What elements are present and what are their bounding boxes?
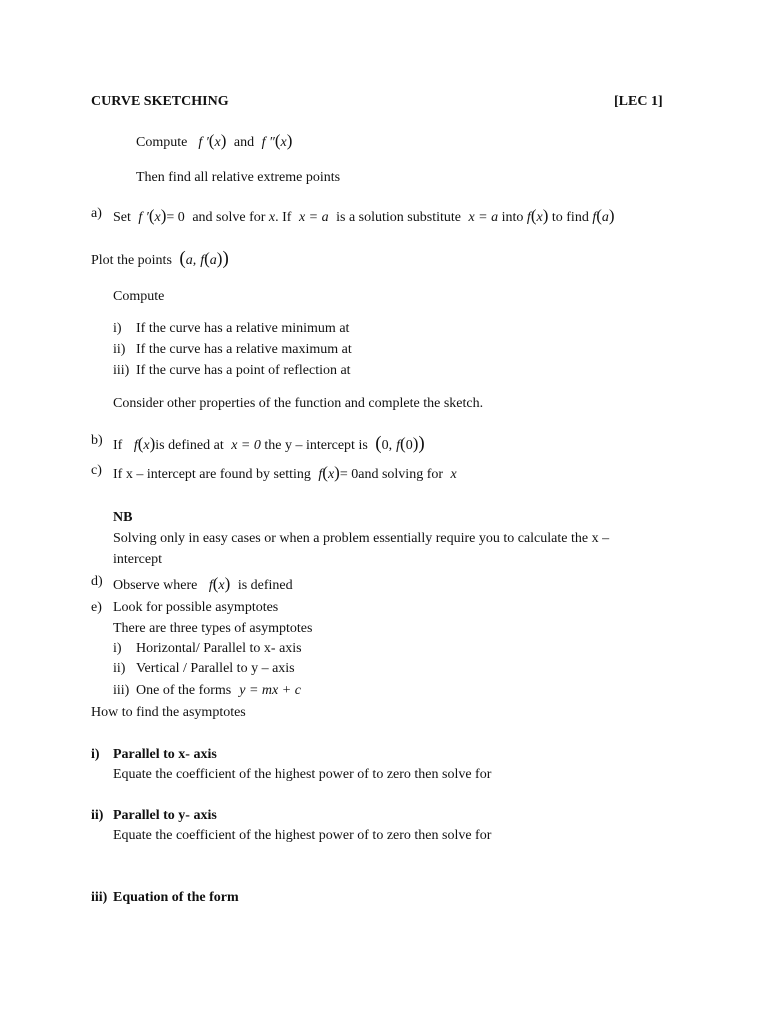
method-2-num: ii): [91, 808, 104, 823]
method-2-desc: Equate the coefficient of the highest power of to zero then solve for: [113, 828, 492, 843]
asymptote-type-2-num: ii): [113, 661, 126, 676]
consider-line: Consider other properties of the function and complete the sketch.: [113, 396, 484, 411]
compute-label: Compute: [113, 289, 165, 304]
method-2-title: Parallel to y- axis: [113, 808, 217, 823]
compute-derivatives-line: Compute f ′(x) and f ″(x): [136, 131, 293, 150]
asymptote-type-3-text: One of the forms y = mx + c: [136, 683, 301, 698]
case-2-text: If the curve has a relative maximum at: [136, 342, 352, 357]
method-3-num: iii): [91, 890, 108, 905]
case-1-num: i): [113, 321, 122, 336]
nb-label: NB: [113, 510, 133, 525]
item-a-text: Set f ′(x)= 0 and solve for x. If x = a is a solution substitute x = a into f(x) to find f(a): [113, 206, 615, 225]
asymptote-type-1-text: Horizontal/ Parallel to x- axis: [136, 641, 302, 656]
asymptote-type-3-num: iii): [113, 683, 130, 698]
item-d-text: Observe where f(x) is defined: [113, 574, 293, 593]
item-e-marker: e): [91, 600, 102, 615]
case-3-text: If the curve has a point of reflection at: [136, 363, 351, 378]
case-3-num: iii): [113, 363, 130, 378]
plot-points-line: Plot the points (a, f(a)): [91, 248, 229, 269]
case-2-num: ii): [113, 342, 126, 357]
method-1-title: Parallel to x- axis: [113, 747, 217, 762]
lecture-label: [LEC 1]: [614, 94, 663, 109]
method-3-title: Equation of the form: [113, 890, 239, 905]
how-to-find-heading: How to find the asymptotes: [91, 705, 246, 720]
method-1-num: i): [91, 747, 100, 762]
item-c-text: If x – intercept are found by setting f(x)= 0and solving for x: [113, 463, 457, 482]
method-1-desc: Equate the coefficient of the highest power of to zero then solve for: [113, 767, 492, 782]
asymptote-type-1-num: i): [113, 641, 122, 656]
case-1-text: If the curve has a relative minimum at: [136, 321, 350, 336]
item-a-marker: a): [91, 206, 102, 221]
asymptote-types-line: There are three types of asymptotes: [113, 621, 313, 636]
item-b-text: If f(x)is defined at x = 0 the y – intercept is (0, f(0)): [113, 433, 425, 454]
item-d-marker: d): [91, 574, 103, 589]
nb-line-1: Solving only in easy cases or when a problem essentially require you to calculate the x –: [113, 531, 610, 546]
extreme-points-line: Then find all relative extreme points: [136, 170, 341, 185]
nb-line-2: intercept: [113, 552, 162, 567]
item-b-marker: b): [91, 433, 103, 448]
item-e-text: Look for possible asymptotes: [113, 600, 279, 615]
asymptote-type-2-text: Vertical / Parallel to y – axis: [136, 661, 295, 676]
document-title: CURVE SKETCHING: [91, 94, 229, 109]
item-c-marker: c): [91, 463, 102, 478]
